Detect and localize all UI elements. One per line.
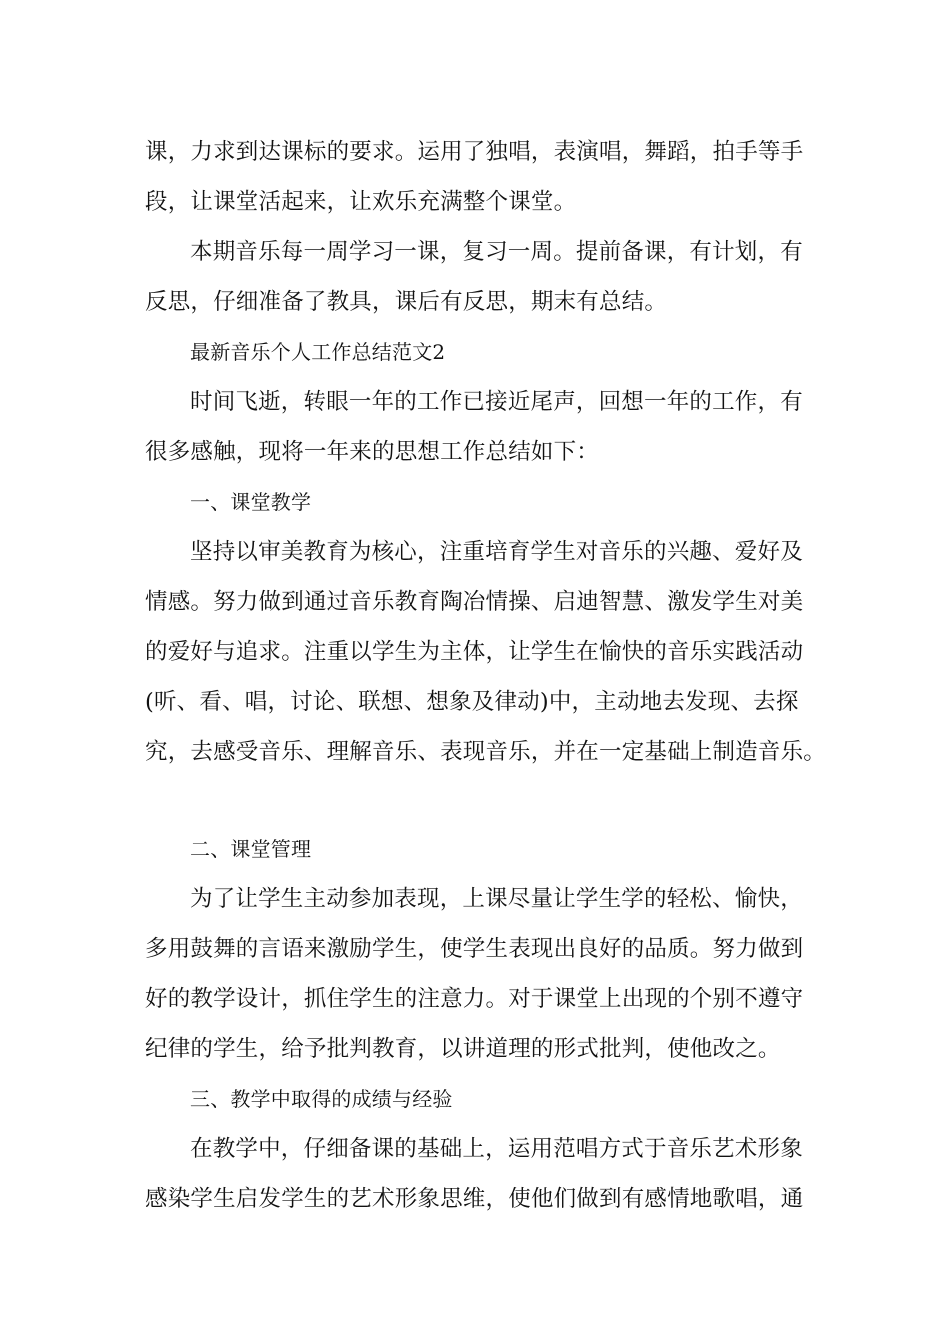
paragraph-line: 好的教学设计，抓住学生的注意力。对于课堂上出现的个别不遵守 (145, 986, 804, 1012)
paragraph-line: 时间飞逝，转眼一年的工作已接近尾声，回想一年的工作，有 (190, 389, 803, 415)
paragraph-line: 为了让学生主动参加表现，上课尽量让学生学的轻松、愉快， (190, 886, 803, 912)
paragraph-line: 多用鼓舞的言语来激励学生，使学生表现出良好的品质。努力做到 (145, 936, 804, 962)
paragraph-line: 本期音乐每一周学习一课，复习一周。提前备课，有计划，有 (190, 239, 803, 265)
section-heading: 一、课堂教学 (190, 490, 312, 514)
paragraph-line: 纪律的学生，给予批判教育，以讲道理的形式批判，使他改之。 (145, 1036, 781, 1062)
paragraph-line: 很多感触，现将一年来的思想工作总结如下： (145, 439, 600, 465)
paragraph-line: 段，让课堂活起来，让欢乐充满整个课堂。 (145, 189, 577, 215)
paragraph-line: 课，力求到达课标的要求。运用了独唱，表演唱，舞蹈，拍手等手 (145, 139, 804, 165)
paragraph-line: 感染学生启发学生的艺术形象思维，使他们做到有感情地歌唱，通 (145, 1186, 804, 1212)
paragraph-line: 的爱好与追求。注重以学生为主体，让学生在愉快的音乐实践活动 (145, 639, 804, 665)
section-heading: 二、课堂管理 (190, 837, 312, 861)
section-title: 最新音乐个人工作总结范文2 (190, 340, 446, 364)
paragraph-line: 反思，仔细准备了教具，课后有反思，期末有总结。 (145, 289, 668, 315)
section-heading: 三、教学中取得的成绩与经验 (190, 1087, 453, 1111)
paragraph-line: 究，去感受音乐、理解音乐、表现音乐，并在一定基础上制造音乐。 (145, 739, 827, 765)
paragraph-line: (听、看、唱，讨论、联想、想象及律动)中，主动地去发现、去探 (145, 689, 799, 715)
paragraph-line: 在教学中，仔细备课的基础上，运用范唱方式于音乐艺术形象 (190, 1136, 803, 1162)
paragraph-line: 情感。努力做到通过音乐教育陶冶情操、启迪智慧、激发学生对美 (145, 589, 804, 615)
paragraph-line: 坚持以审美教育为核心，注重培育学生对音乐的兴趣、爱好及 (190, 539, 803, 565)
